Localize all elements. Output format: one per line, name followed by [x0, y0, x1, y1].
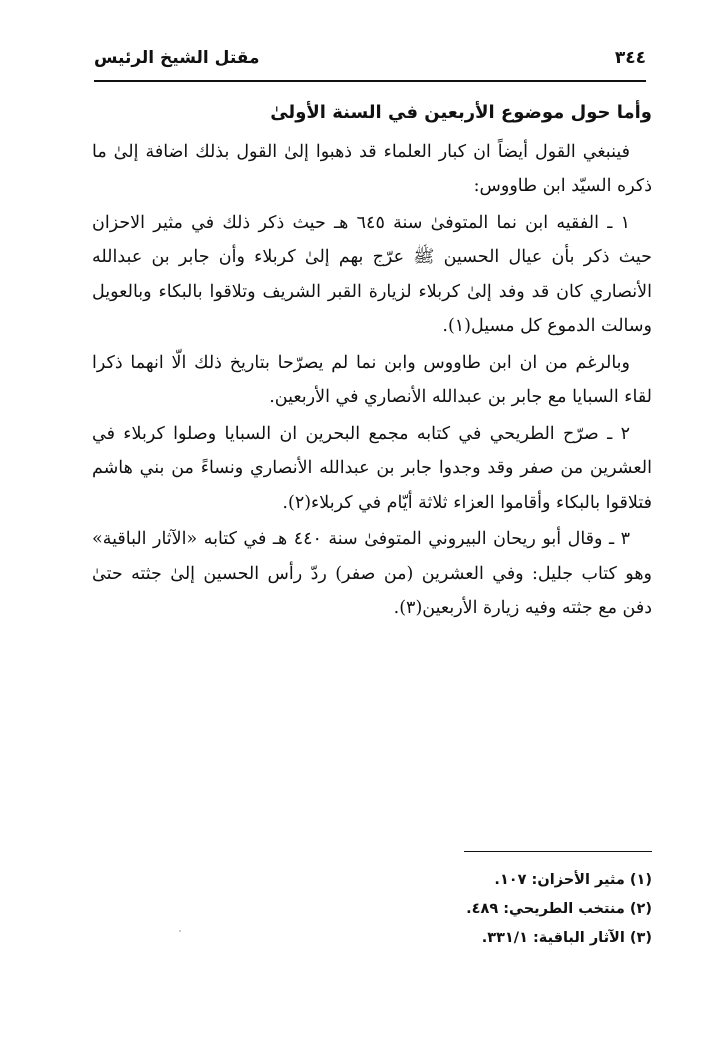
footnotes: [300, 866, 652, 953]
footnote-rule: [464, 851, 652, 852]
paragraph-turayhi: ٢ ـ صرّح الطريحي في كتابه مجمع البحرين ان السبايا وصلوا كربلاء في العشرين من صفر وقد وجدوا جابر بن عبدالله الأنصاري ونساءً من بني هاشم فتلاقوا بالبكاء وأقاموا العزاء ثلاثة أيّام في كربلاء(٢).: [92, 423, 652, 513]
footnote-2: (٢) منتخب الطريحي: ٤٨٩.: [466, 901, 652, 917]
page-header: [94, 44, 646, 78]
footnote-3: (٣) الآثار الباقية: ٣٣١/١.: [481, 930, 652, 946]
body-text: [92, 96, 652, 628]
paragraph-despite: وبالرغم من ان ابن طاووس وابن نما لم يصرّحا بتاريخ ذلك الّا انهما ذكرا لقاء السبايا مع جابر بن عبدالله الأنصاري في الأربعين.: [92, 352, 652, 407]
footnote-1: (١) مثير الأحزان: ١٠٧.: [494, 872, 652, 888]
page-number: ٣٤٤: [614, 48, 646, 68]
running-title: مقتل الشيخ الرئيس: [94, 48, 260, 68]
scan-speck: [179, 930, 181, 932]
paragraph-biruni: ٣ ـ وقال أبو ريحان البيروني المتوفىٰ سنة ٤٤٠ هـ في كتابه «الآثار الباقية» وهو كتاب جليل: وفي العشرين (من صفر) ردّ رأس الحسين إلىٰ جثته حتىٰ دفن مع جثته وفيه زيارة الأربعين(٣).: [92, 529, 652, 618]
paragraph-intro: فينبغي القول أيضاً ان كبار العلماء قد ذهبوا إلىٰ القول بذلك اضافة إلىٰ ما ذكره السيّد ابن طاووس:: [92, 141, 652, 196]
section-heading: وأما حول موضوع الأربعين في السنة الأولىٰ: [270, 102, 652, 123]
paragraph-ibn-nama: ١ ـ الفقيه ابن نما المتوفىٰ سنة ٦٤٥ هـ حيث ذكر ذلك في مثير الاحزان حيث ذكر بأن عيال الحسين ﷺ عرّج بهم إلىٰ كربلاء وأن جابر بن عبدالله الأنصاري كان قد وفد إلىٰ كربلاء لزيارة القبر الشريف وتلاقوا بالبكاء وبالعويل وسالت الدموع كل مسيل(١).: [92, 212, 652, 336]
header-rule: [94, 80, 646, 82]
